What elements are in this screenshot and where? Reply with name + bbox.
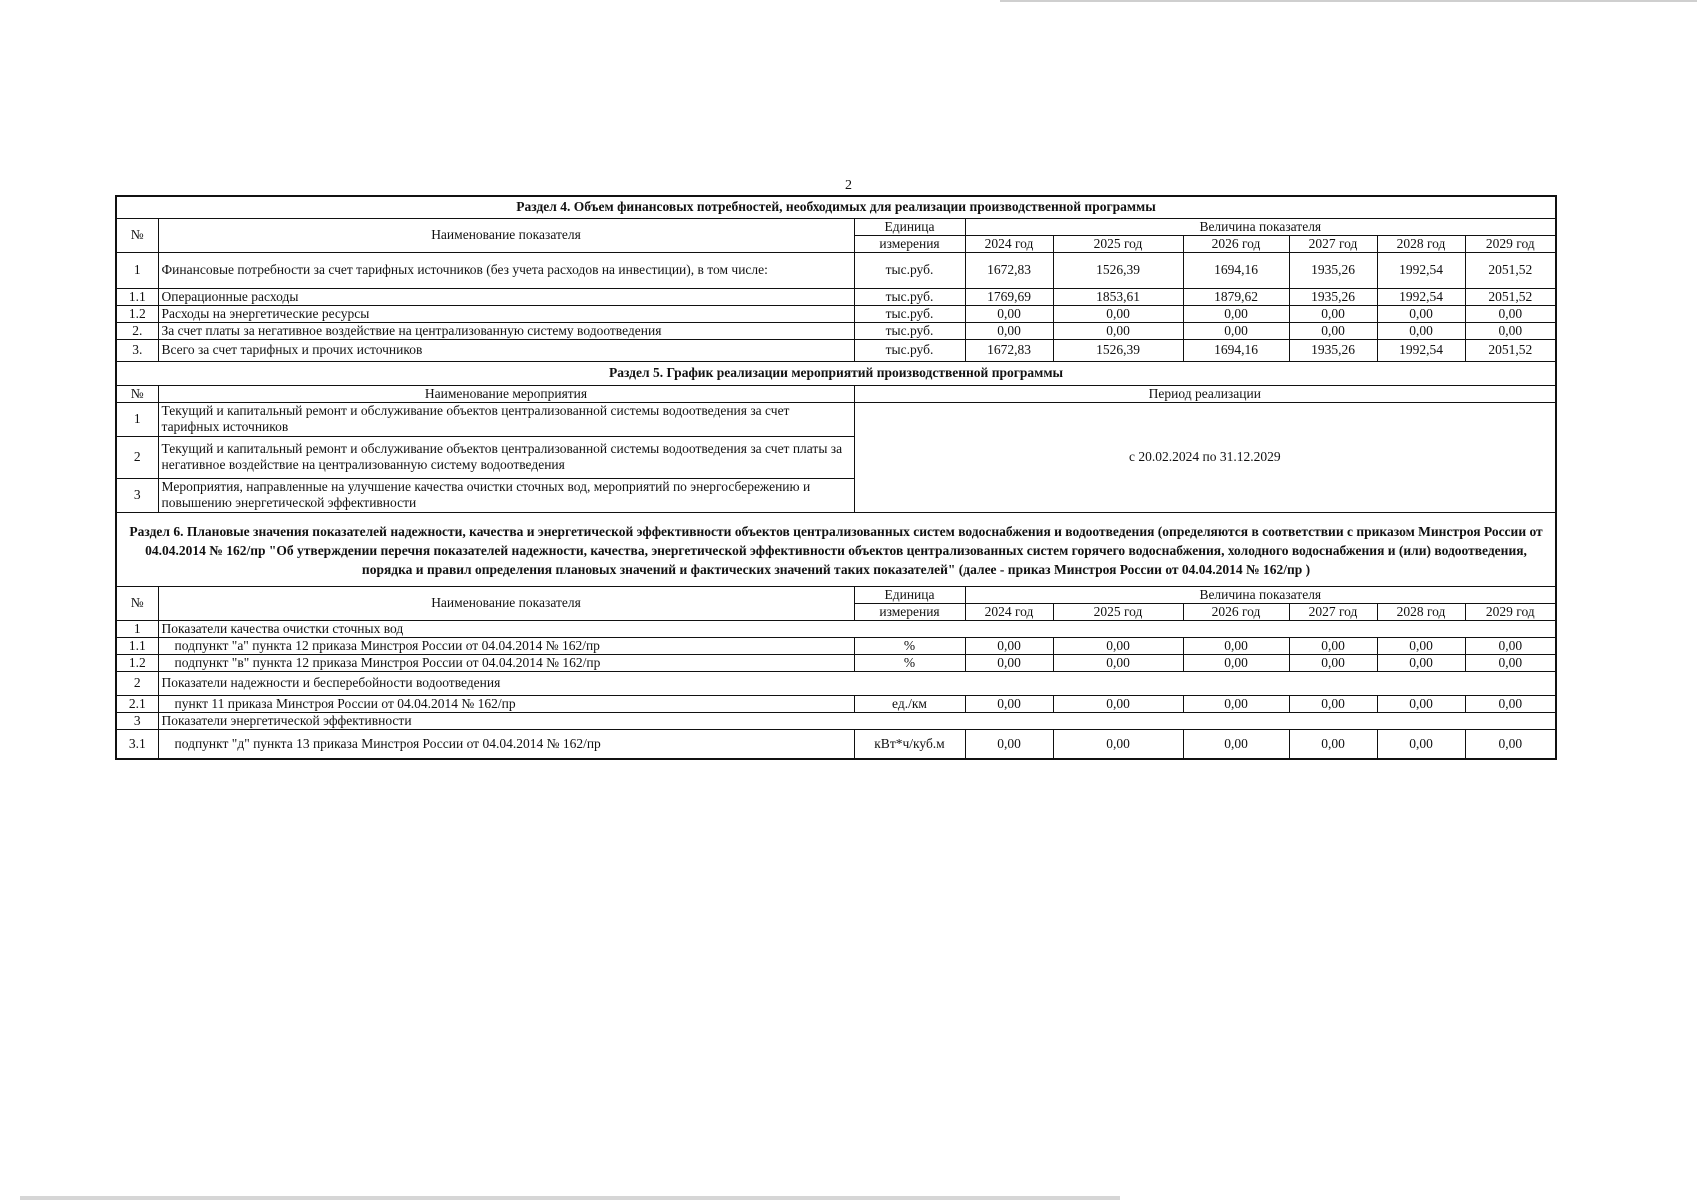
row-unit: тыс.руб. xyxy=(854,252,965,288)
row-unit: тыс.руб. xyxy=(854,339,965,361)
row-num: 1.2 xyxy=(116,654,158,671)
group-name: Показатели надежности и бесперебойности водоотведения xyxy=(158,671,1556,695)
header-name: Наименование показателя xyxy=(158,586,854,620)
group-row xyxy=(116,620,1556,637)
section4-title: Раздел 4. Объем финансовых потребностей, необходимых для реализации производственной программы xyxy=(116,196,1556,218)
group-num: 1 xyxy=(116,620,158,637)
row-value-4: 1992,54 xyxy=(1377,339,1465,361)
row-name: За счет платы за негативное воздействие на централизованную систему водоотведения xyxy=(158,322,854,339)
header-name: Наименование показателя xyxy=(158,218,854,252)
header-unit-line1: Единица xyxy=(854,586,965,603)
row-value-4: 0,00 xyxy=(1377,322,1465,339)
row-value-5: 0,00 xyxy=(1465,654,1556,671)
header-unit-line1: Единица xyxy=(854,218,965,235)
header-value: Величина показателя xyxy=(965,586,1556,603)
row-name: пункт 11 приказа Минстроя России от 04.04.2014 № 162/пр xyxy=(158,695,854,712)
row-name: подпункт "а" пункта 12 приказа Минстроя России от 04.04.2014 № 162/пр xyxy=(158,637,854,654)
table-row xyxy=(116,402,1556,436)
period-value: с 20.02.2024 по 31.12.2029 xyxy=(854,402,1556,512)
row-unit: кВт*ч/куб.м xyxy=(854,729,965,759)
header-period: Период реализации xyxy=(854,385,1556,402)
header-year-1: 2025 год xyxy=(1053,235,1183,252)
row-num: 1.1 xyxy=(116,288,158,305)
row-value-0: 1769,69 xyxy=(965,288,1053,305)
row-value-4: 1992,54 xyxy=(1377,288,1465,305)
row-value-1: 1526,39 xyxy=(1053,252,1183,288)
header-year-0: 2024 год xyxy=(965,603,1053,620)
row-value-1: 0,00 xyxy=(1053,322,1183,339)
row-num: 2. xyxy=(116,322,158,339)
table-row xyxy=(116,695,1556,712)
header-year-3: 2027 год xyxy=(1289,603,1377,620)
section6-title-row xyxy=(116,512,1556,586)
row-name: Текущий и капитальный ремонт и обслуживание объектов централизованной системы водоотведения за счет тарифных источников xyxy=(158,402,854,436)
row-value-5: 2051,52 xyxy=(1465,252,1556,288)
header-year-4: 2028 год xyxy=(1377,603,1465,620)
scan-edge-top xyxy=(1000,0,1697,2)
header-year-1: 2025 год xyxy=(1053,603,1183,620)
row-name: Финансовые потребности за счет тарифных источников (без учета расходов на инвестиции), в том числе: xyxy=(158,252,854,288)
section6-header-row-1 xyxy=(116,586,1556,603)
table-row xyxy=(116,637,1556,654)
row-value-2: 1694,16 xyxy=(1183,339,1289,361)
row-value-0: 0,00 xyxy=(965,695,1053,712)
main-table xyxy=(115,195,1557,760)
row-unit: % xyxy=(854,654,965,671)
header-unit-line2: измерения xyxy=(854,235,965,252)
row-value-1: 0,00 xyxy=(1053,305,1183,322)
row-value-0: 1672,83 xyxy=(965,339,1053,361)
row-value-1: 0,00 xyxy=(1053,637,1183,654)
row-value-4: 0,00 xyxy=(1377,654,1465,671)
group-row xyxy=(116,712,1556,729)
row-unit: тыс.руб. xyxy=(854,305,965,322)
row-name: Мероприятия, направленные на улучшение качества очистки сточных вод, мероприятий по энергосбережению и повышению энергетической эффективности xyxy=(158,478,854,512)
row-value-3: 0,00 xyxy=(1289,654,1377,671)
row-name: Текущий и капитальный ремонт и обслуживание объектов централизованной системы водоотведения за счет платы за негативное воздействие на централизованную систему водоотведения xyxy=(158,436,854,478)
section5-title: Раздел 5. График реализации мероприятий производственной программы xyxy=(116,361,1556,385)
row-name: Расходы на энергетические ресурсы xyxy=(158,305,854,322)
row-num: 1.1 xyxy=(116,637,158,654)
row-value-0: 0,00 xyxy=(965,305,1053,322)
header-year-0: 2024 год xyxy=(965,235,1053,252)
table-row xyxy=(116,729,1556,759)
row-value-0: 1672,83 xyxy=(965,252,1053,288)
row-value-3: 1935,26 xyxy=(1289,339,1377,361)
row-value-2: 0,00 xyxy=(1183,729,1289,759)
row-value-3: 0,00 xyxy=(1289,305,1377,322)
group-name: Показатели энергетической эффективности xyxy=(158,712,1556,729)
row-value-4: 0,00 xyxy=(1377,637,1465,654)
section6-title: Раздел 6. Плановые значения показателей надежности, качества и энергетической эффективности объектов централизованных систем водоснабжения и водоотведения (определяются в соответствии с приказом Минстроя России от 04.04.2014 № 162/пр "Об утверждении перечня показателей надежности, качества, энергетической эффективности объектов централизованных систем горячего водоснабжения, холодного водоснабжения и (или) водоотведения, порядка и правил определения плановых значений и фактических значений таких показателей" (далее - приказ Минстроя России от 04.04.2014 № 162/пр ) xyxy=(116,512,1556,586)
table-row xyxy=(116,322,1556,339)
row-value-2: 0,00 xyxy=(1183,654,1289,671)
header-num: № xyxy=(116,586,158,620)
section5-title-row xyxy=(116,361,1556,385)
table-row xyxy=(116,654,1556,671)
row-value-2: 0,00 xyxy=(1183,305,1289,322)
row-unit: тыс.руб. xyxy=(854,288,965,305)
row-value-4: 0,00 xyxy=(1377,695,1465,712)
row-num: 2.1 xyxy=(116,695,158,712)
page-number: 2 xyxy=(845,178,852,193)
row-value-5: 2051,52 xyxy=(1465,339,1556,361)
row-value-4: 1992,54 xyxy=(1377,252,1465,288)
row-value-2: 1879,62 xyxy=(1183,288,1289,305)
row-value-0: 0,00 xyxy=(965,322,1053,339)
section4-header-row-1 xyxy=(116,218,1556,235)
header-unit-line2: измерения xyxy=(854,603,965,620)
row-value-5: 2051,52 xyxy=(1465,288,1556,305)
row-value-1: 1853,61 xyxy=(1053,288,1183,305)
table-row xyxy=(116,252,1556,288)
group-num: 3 xyxy=(116,712,158,729)
row-name: Операционные расходы xyxy=(158,288,854,305)
group-row xyxy=(116,671,1556,695)
section4-title-row xyxy=(116,196,1556,218)
table-row xyxy=(116,339,1556,361)
row-value-5: 0,00 xyxy=(1465,322,1556,339)
row-value-2: 0,00 xyxy=(1183,322,1289,339)
header-year-5: 2029 год xyxy=(1465,603,1556,620)
row-num: 1 xyxy=(116,252,158,288)
scan-edge-bottom xyxy=(20,1196,1120,1200)
row-value-4: 0,00 xyxy=(1377,729,1465,759)
row-value-3: 1935,26 xyxy=(1289,288,1377,305)
row-value-2: 0,00 xyxy=(1183,637,1289,654)
header-year-3: 2027 год xyxy=(1289,235,1377,252)
row-value-1: 0,00 xyxy=(1053,729,1183,759)
row-value-5: 0,00 xyxy=(1465,729,1556,759)
row-num: 1 xyxy=(116,402,158,436)
row-name: Всего за счет тарифных и прочих источников xyxy=(158,339,854,361)
header-year-2: 2026 год xyxy=(1183,603,1289,620)
row-value-3: 0,00 xyxy=(1289,729,1377,759)
row-value-0: 0,00 xyxy=(965,654,1053,671)
row-value-2: 1694,16 xyxy=(1183,252,1289,288)
table-row xyxy=(116,305,1556,322)
row-value-3: 0,00 xyxy=(1289,322,1377,339)
row-value-1: 0,00 xyxy=(1053,695,1183,712)
row-value-4: 0,00 xyxy=(1377,305,1465,322)
row-num: 3. xyxy=(116,339,158,361)
table-body xyxy=(116,196,1556,759)
section5-header-row xyxy=(116,385,1556,402)
row-value-1: 1526,39 xyxy=(1053,339,1183,361)
header-year-4: 2028 год xyxy=(1377,235,1465,252)
row-value-3: 0,00 xyxy=(1289,695,1377,712)
row-value-2: 0,00 xyxy=(1183,695,1289,712)
row-value-1: 0,00 xyxy=(1053,654,1183,671)
group-num: 2 xyxy=(116,671,158,695)
row-num: 1.2 xyxy=(116,305,158,322)
row-num: 3.1 xyxy=(116,729,158,759)
header-num: № xyxy=(116,385,158,402)
row-value-5: 0,00 xyxy=(1465,695,1556,712)
table-row xyxy=(116,288,1556,305)
row-value-0: 0,00 xyxy=(965,637,1053,654)
header-year-2: 2026 год xyxy=(1183,235,1289,252)
row-num: 3 xyxy=(116,478,158,512)
row-value-5: 0,00 xyxy=(1465,637,1556,654)
header-year-5: 2029 год xyxy=(1465,235,1556,252)
row-value-0: 0,00 xyxy=(965,729,1053,759)
row-value-3: 1935,26 xyxy=(1289,252,1377,288)
header-num: № xyxy=(116,218,158,252)
header-value: Величина показателя xyxy=(965,218,1556,235)
row-value-3: 0,00 xyxy=(1289,637,1377,654)
row-unit: % xyxy=(854,637,965,654)
row-name: подпункт "д" пункта 13 приказа Минстроя России от 04.04.2014 № 162/пр xyxy=(158,729,854,759)
row-unit: тыс.руб. xyxy=(854,322,965,339)
header-name: Наименование мероприятия xyxy=(158,385,854,402)
row-name: подпункт "в" пункта 12 приказа Минстроя России от 04.04.2014 № 162/пр xyxy=(158,654,854,671)
group-name: Показатели качества очистки сточных вод xyxy=(158,620,1556,637)
row-num: 2 xyxy=(116,436,158,478)
row-unit: ед./км xyxy=(854,695,965,712)
document-body xyxy=(115,195,1555,760)
row-value-5: 0,00 xyxy=(1465,305,1556,322)
